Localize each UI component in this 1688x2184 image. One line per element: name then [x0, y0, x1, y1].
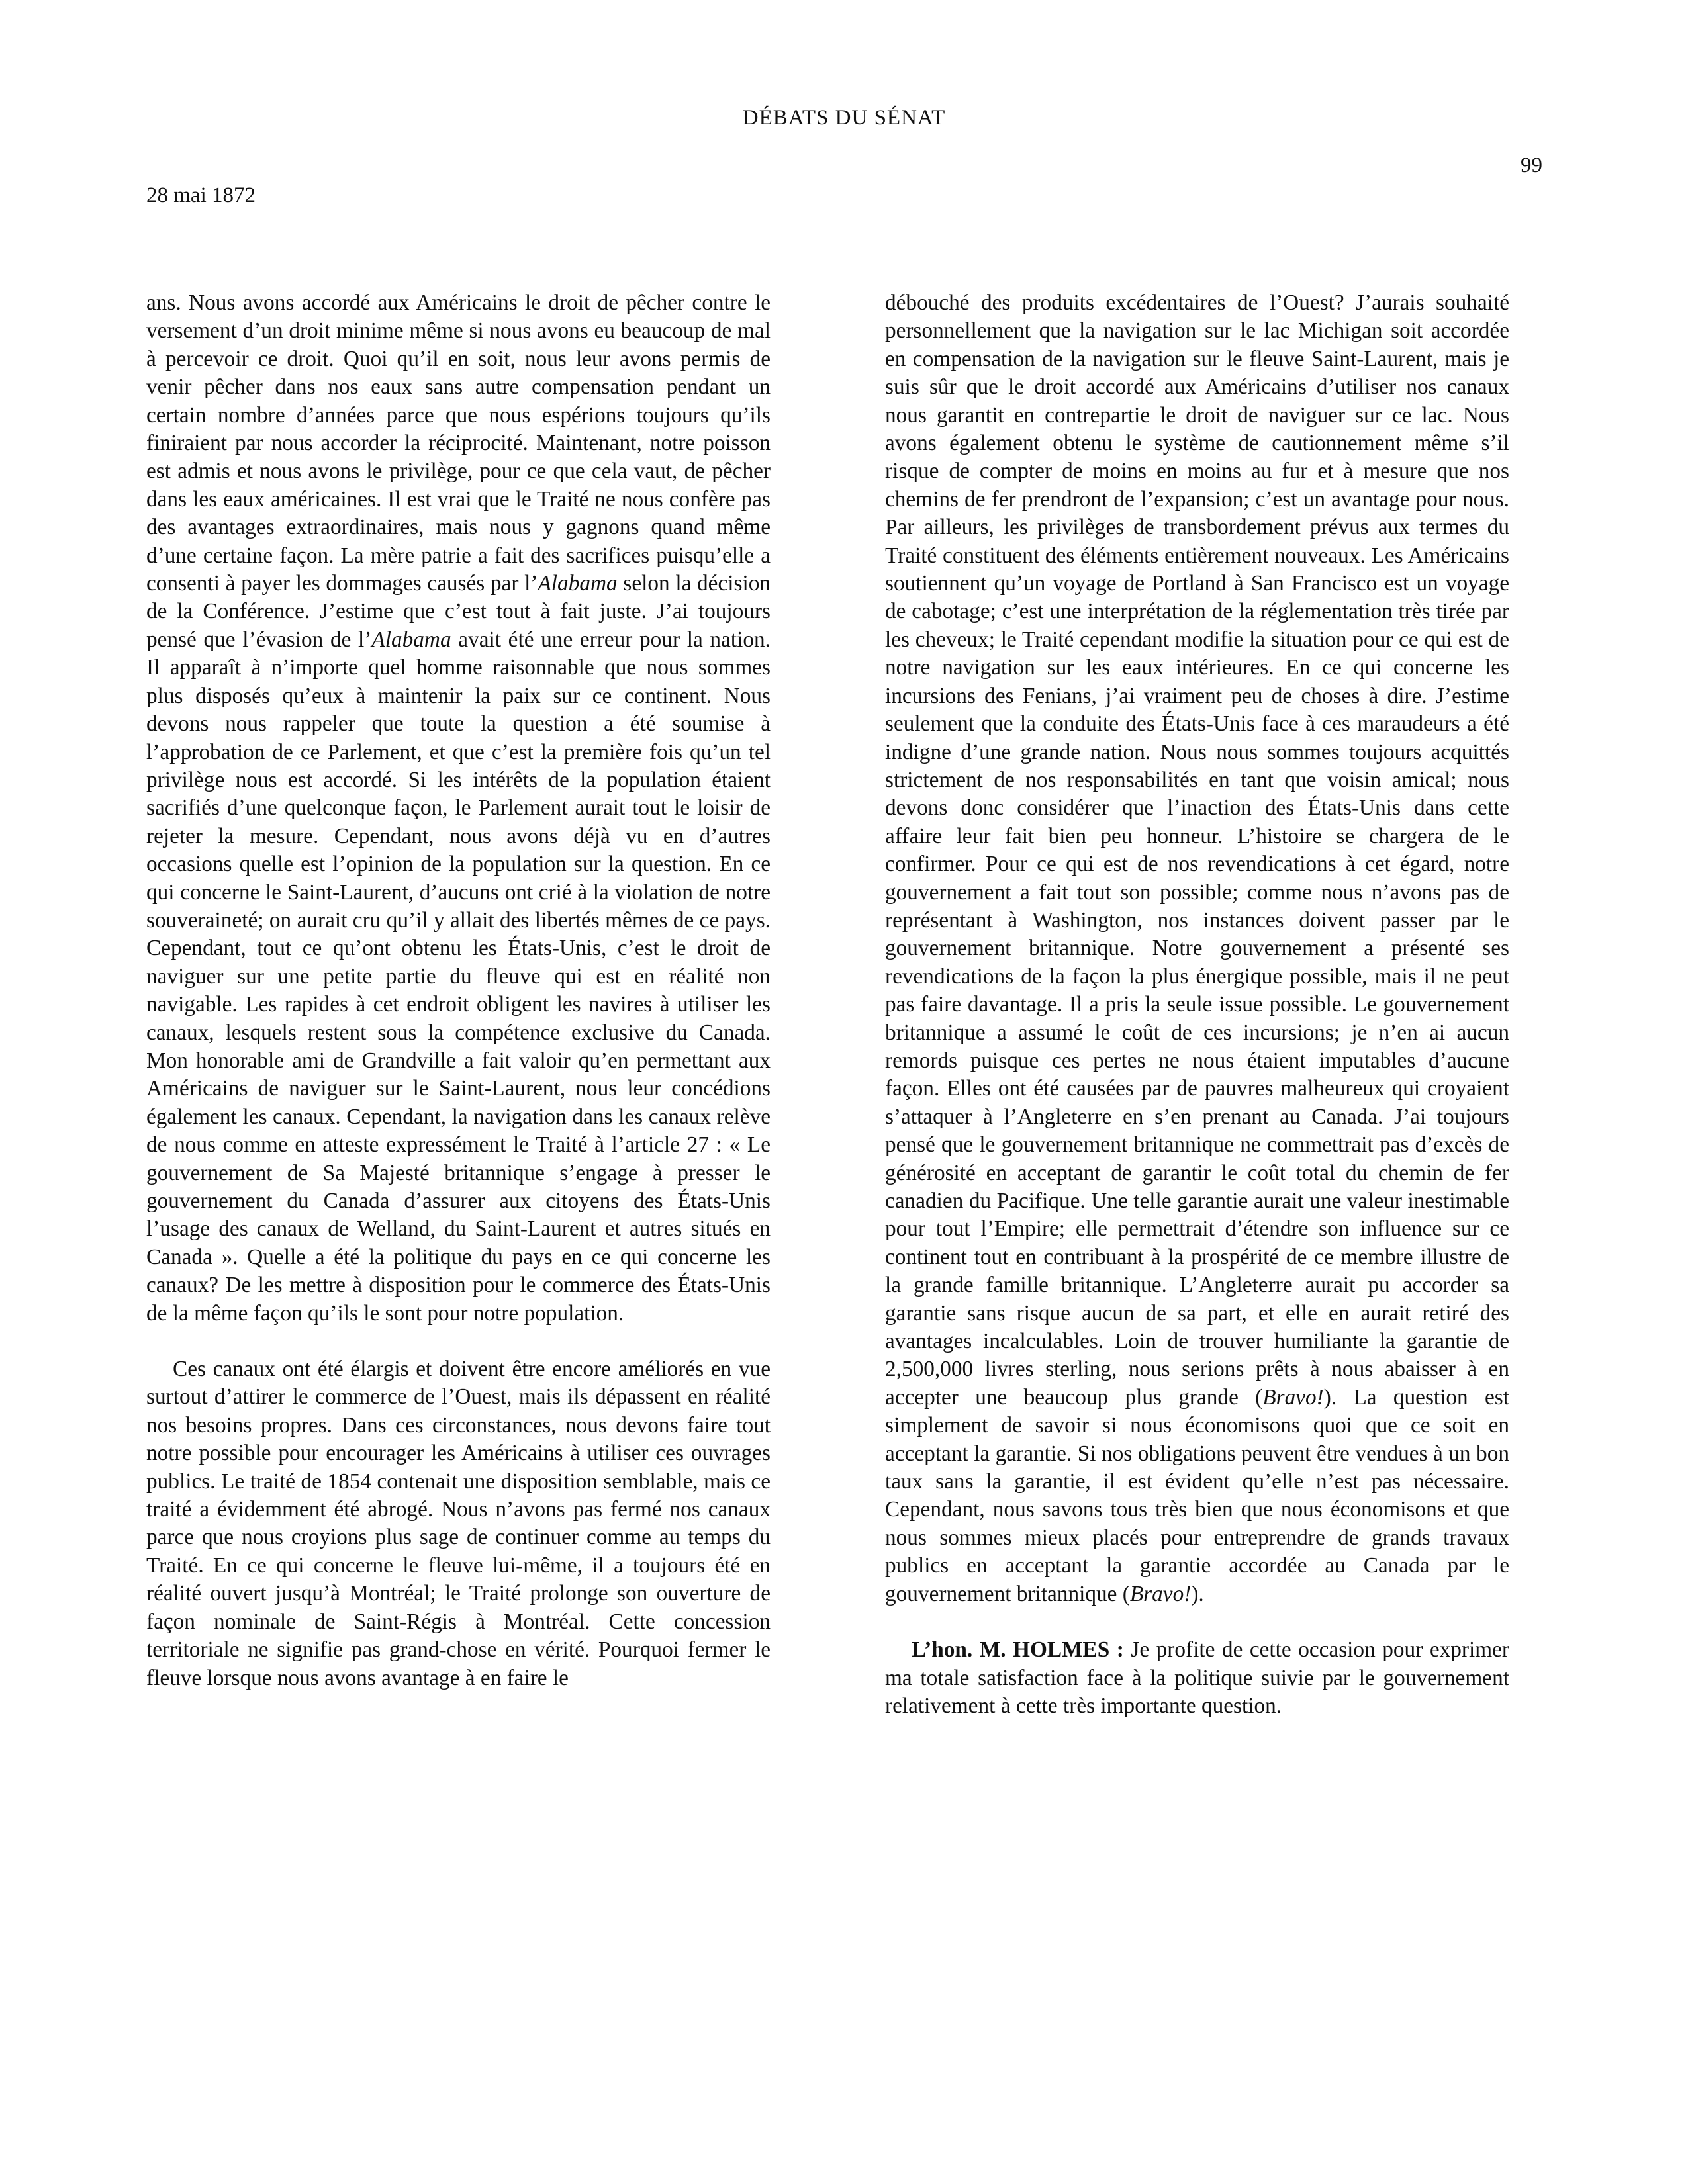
text-run: selon la décision de la Conférence. J’estime que c’est tout à fait juste. J’ai toujours pensé que l’évasion de l’: [146, 571, 771, 652]
text-run: ans. Nous avons accordé aux Américains le droit de pêcher contre le versement d’un droit minime même si nous avons eu beaucoup de mal à percevoir ce droit. Quoi qu’il en soit, nous leur avons permis de venir pêcher dans nos eaux sans autre compensation pendant un certain nombre d’années parce que nous espérions toujours qu’ils finiraient par nous accorder la réciprocité. Maintenant, notre poisson est admis et nous avons le privilège, pour ce que cela vaut, de pêcher dans les eaux américaines. Il est vrai que le Traité ne nous confère pas des avantages extraordinaires, mais nous y gagnons quand même d’une certaine façon. La mère patrie a fait des sacrifices puisqu’elle a consenti à payer les dommages causés par l’: [146, 291, 771, 596]
right-column: [885, 289, 1509, 1720]
left-column: [146, 289, 771, 1692]
speaker-name: L’hon. M. HOLMES :: [912, 1637, 1124, 1662]
interjection: Bravo!: [1262, 1385, 1324, 1410]
page-number: 99: [1521, 154, 1542, 177]
running-header: DÉBATS DU SÉNAT: [742, 106, 946, 130]
text-run: ).: [1191, 1581, 1204, 1606]
right-paragraph-1: [885, 289, 1509, 1608]
interjection: Bravo!: [1129, 1581, 1192, 1606]
text-run: ). La question est simplement de savoir si nous économisons quoi que ce soit en acceptant la garantie. Si nos obligations peuvent être vendues à un bon taux sans la garantie, il est évident qu’elle n’est pas nécessaire. Cependant, nous savons tous très bien que nous économisons et que nous sommes mieux placés pour entreprendre de grands travaux publics en acceptant la garantie accordée au Canada par le gouvernement britannique (: [885, 1385, 1510, 1606]
ship-name: Alabama: [538, 571, 618, 596]
text-run: avait été une erreur pour la nation. Il apparaît à n’importe quel homme raisonnable que nous sommes plus disposés qu’eux à maintenir la paix sur ce continent. Nous devons nous rappeler que toute la question a été soumise à l’approbation de ce Parlement, et que c’est la première fois qu’un tel privilège nous est accordé. Si les intérêts de la population étaient sacrifiés d’une quelconque façon, le Parlement aurait tout le loisir de rejeter la mesure. Cependant, nous avons déjà vu en d’autres occasions quelle est l’opinion de la population sur la question. En ce qui concerne le Saint-Laurent, d’aucuns ont crié à la violation de notre souveraineté; on aurait cru qu’il y allait des libertés mêmes de ce pays. Cependant, tout ce qu’ont obtenu les États-Unis, c’est le droit de naviguer sur une petite partie du fleuve qui est en réalité non navigable. Les rapides à cet endroit obligent les navires à utiliser les canaux, lesquels restent sous la compétence exclusive du Canada. Mon honorable ami de Grandville a fait valoir qu’en permettant aux Américains de naviguer sur le Saint-Laurent, nous leur concédions également les canaux. Cependant, la navigation dans les canaux relève de nous comme en atteste expressément le Traité à l’article 27 : « Le gouvernement de Sa Majesté britannique s’engage à presser le gouvernement du Canada d’assurer aux citoyens des États-Unis l’usage des canaux de Welland, du Saint-Laurent et autres situés en Canada ». Quelle a été la politique du pays en ce qui concerne les canaux? De les mettre à disposition pour le commerce des États-Unis de la même façon qu’ils le sont pour notre population.: [146, 627, 771, 1326]
left-paragraph-1: [146, 289, 771, 1328]
date-line: 28 mai 1872: [146, 183, 256, 207]
ship-name: Alabama: [371, 627, 451, 652]
text-run: débouché des produits excédentaires de l’Ouest? J’aurais souhaité personnellement que la navigation sur le lac Michigan soit accordée en compensation de la navigation sur le fleuve Saint-Laurent, mais je suis sûr que le droit accordé aux Américains d’utiliser nos canaux nous garantit en contrepartie le droit de naviguer sur ce lac. Nous avons également obtenu le système de cautionnement même s’il risque de compter de moins en moins au fur et à mesure que nos chemins de fer prendront de l’expansion; c’est un avantage pour nous. Par ailleurs, les privilèges de transbordement prévus aux termes du Traité constituent des éléments entièrement nouveaux. Les Américains soutiennent qu’un voyage de Portland à San Francisco est un voyage de cabotage; c’est une interprétation de la réglementation très tirée par les cheveux; le Traité cependant modifie la situation pour ce qui est de notre navigation sur les eaux intérieures. En ce qui concerne les incursions des Fenians, j’ai vraiment peu de choses à dire. J’estime seulement que la conduite des États-Unis face à ces maraudeurs a été indigne d’une grande nation. Nous nous sommes toujours acquittés strictement de nos responsabilités en tant que voisin amical; nous devons donc considérer que l’inaction des États-Unis dans cette affaire leur fait bien peu honneur. L’histoire se chargera de le confirmer. Pour ce qui est de nos revendications à cet égard, notre gouvernement a fait tout son possible; comme nous n’avons pas de représentant à Washington, nos instances doivent passer par le gouvernement britannique. Notre gouvernement a présenté ses revendications de la façon la plus énergique possible, mais il ne peut pas faire davantage. Il a pris la seule issue possible. Le gouvernement britannique a assumé le coût de ces incursions; je n’en ai aucun remords puisque ces pertes ne nous étaient imputables d’aucune façon. Elles ont été causées par de pauvres malheureux qui croyaient s’attaquer à l’Angleterre en s’en prenant au Canada. J’ai toujours pensé que le gouvernement britannique ne commettrait pas d’excès de générosité en acceptant de garantir le coût total du chemin de fer canadien du Pacifique. Une telle garantie aurait une valeur inestimable pour tout l’Empire; elle permettrait d’étendre son influence sur ce continent tout en contribuant à la prospérité de ce membre illustre de la grande famille britannique. L’Angleterre aurait pu accorder sa garantie sans risque aucun de sa part, et elle en aurait retiré des avantages incalculables. Loin de trouver humiliante la garantie de 2,500,000 livres sterling, nous serions prêts à nous abaisser à en accepter une beaucoup plus grande (: [885, 291, 1509, 1410]
right-paragraph-2: [885, 1636, 1509, 1720]
left-paragraph-2: Ces canaux ont été élargis et doivent être encore améliorés en vue surtout d’attirer le commerce de l’Ouest, mais ils dépassent en réalité nos besoins propres. Dans ces circonstances, nous devons faire tout notre possible pour encourager les Américains à utiliser ces ouvrages publics. Le traité de 1854 contenait une disposition semblable, mais ce traité a évidemment été abrogé. Nous n’avons pas fermé nos canaux parce que nous croyions plus sage de continuer comme au temps du Traité. En ce qui concerne le fleuve lui-même, il a toujours été en réalité ouvert jusqu’à Montréal; le Traité prolonge son ouverture de façon nominale de Saint-Régis à Montréal. Cette concession territoriale ne signifie pas grand-chose en vérité. Pourquoi fermer le fleuve lorsque nous avons avantage à en faire le: [146, 1357, 771, 1690]
speech-text: Je profite de cette occasion pour exprimer ma totale satisfaction face à la politique suivie par le gouvernement relativement à cette très importante question.: [885, 1637, 1509, 1718]
